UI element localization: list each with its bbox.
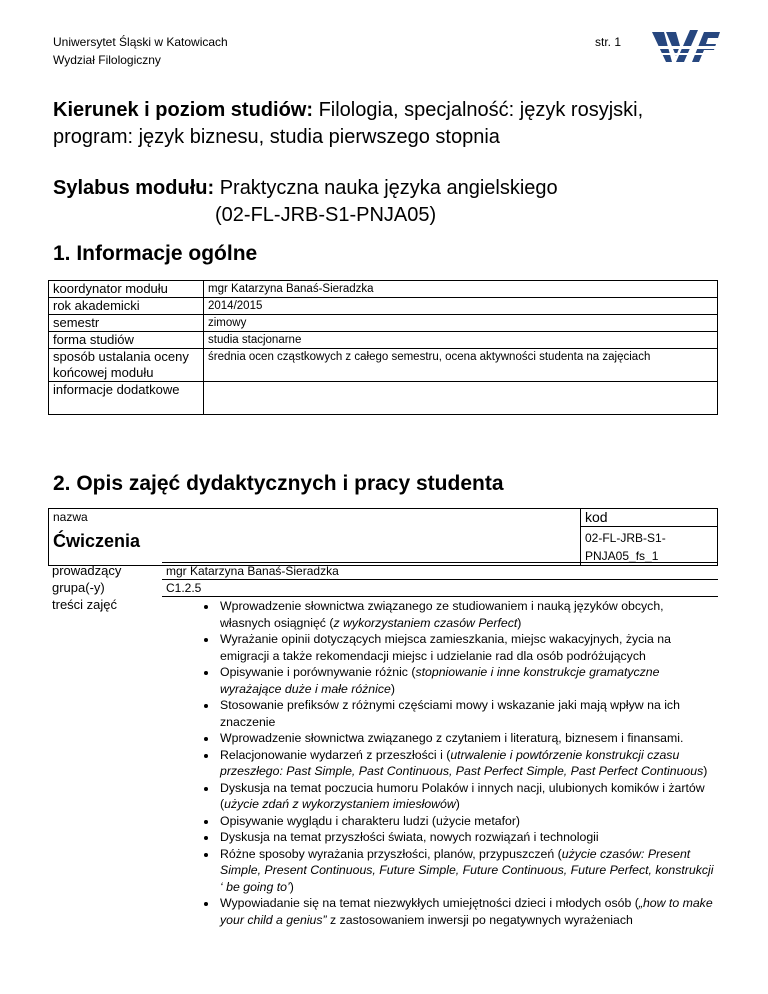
group-value-cell	[162, 580, 718, 597]
study-direction-label: Kierunek i poziom studiów:	[53, 99, 314, 121]
study-direction-text: Filologia, specjalność: język rosyjski, program: język biznesu, studia pierwszego stopnia	[53, 99, 644, 148]
topic-text: Dyskusja na temat poczucia humoru Polaków i innych nacji, ulubionych komików i żartów (	[220, 780, 705, 811]
topic-italic-text: stopniowanie i inne konstrukcje gramatyczne wyrażające duże i małe różnice	[220, 665, 660, 696]
info-value: zimowy	[204, 315, 718, 332]
class-code-label: kod	[585, 509, 608, 525]
syllabus-module-name: Praktyczna nauka języka angielskiego	[219, 177, 558, 199]
info-value: 2014/2015	[204, 298, 718, 315]
topic-trailing-text: z zastosowaniem inwersji po negatywnych wyrażeniach	[326, 912, 633, 927]
topic-text: Różne sposoby wyrażania przyszłości, planów, przypuszczeń (	[220, 846, 562, 861]
topic-item	[218, 780, 714, 813]
info-label: forma studiów	[49, 332, 204, 349]
university-name: Uniwersytet Śląski w Katowicach	[53, 35, 228, 49]
topic-item	[218, 813, 714, 830]
info-row	[49, 332, 718, 349]
section-1-title: 1. Informacje ogólne	[53, 242, 258, 265]
class-code-cell	[581, 527, 718, 566]
topic-item	[218, 631, 714, 664]
class-details-table	[48, 562, 718, 928]
info-label: rok akademicki	[49, 298, 204, 315]
lecturer-label-cell	[48, 563, 162, 580]
info-value: mgr Katarzyna Banaś-Sieradzka	[204, 281, 718, 298]
topic-italic-text: użycie czasów: Present Simple, Present Continuous, Future Simple, Future Continuous, Future Perfect, konstrukcji ‘ be going to’	[220, 846, 714, 894]
faculty-name: Wydział Filologiczny	[53, 53, 161, 67]
lecturer-value: mgr Katarzyna Banaś-Sieradzka	[166, 564, 339, 578]
university-logo-icon	[646, 22, 722, 72]
content-label-cell	[48, 597, 162, 929]
info-label: semestr	[49, 315, 204, 332]
topic-trailing-text: )	[703, 764, 708, 778]
info-label: sposób ustalania oceny końcowej modułu	[49, 349, 204, 382]
topic-item	[218, 747, 714, 780]
topic-text: Wyrażanie opinii dotyczących miejsca zamieszkania, miejsc wakacyjnych, życia na emigracji a także rekomendacji miejsc i udzielanie rad dla osób podróżujących	[220, 632, 671, 663]
topic-italic-text: „how to make your child a genius”	[220, 896, 713, 927]
info-row	[49, 349, 718, 382]
page-number: str. 1	[595, 35, 622, 49]
lecturer-label: prowadzący	[52, 562, 122, 578]
class-name-label-cell	[49, 509, 581, 527]
topic-text: Opisywanie wyglądu i charakteru ludzi (użycie metafor)	[220, 813, 521, 828]
lecturer-value-cell	[162, 563, 718, 580]
group-label: grupa(-y)	[52, 579, 105, 595]
topic-italic-text: z wykorzystaniem czasów Perfect	[333, 615, 518, 630]
topic-trailing-text: )	[455, 797, 460, 811]
section-2-title: 2. Opis zajęć dydaktycznych i pracy studenta	[53, 472, 504, 495]
topic-trailing-text: )	[517, 615, 522, 630]
topic-text: Wprowadzenie słownictwa związanego z czytaniem i literaturą, biznesem i finansami.	[220, 731, 684, 745]
class-name-label: nazwa	[53, 510, 88, 524]
topic-text: Wypowiadanie się na temat niezwykłych umiejętności dzieci i młodych osób (	[220, 896, 639, 910]
info-label: koordynator modułu	[49, 281, 204, 298]
topic-text: Stosowanie prefiksów z różnymi częściami mowy i wskazanie jaki mają wpływ na ich znaczenie	[220, 698, 680, 729]
syllabus-heading	[53, 175, 713, 229]
study-direction	[53, 97, 713, 151]
info-row	[49, 315, 718, 332]
class-code-value: 02-FL-JRB-S1-PNJA05_fs_1	[585, 531, 666, 563]
class-header-table	[48, 508, 718, 566]
content-label: treści zajęć	[52, 596, 118, 612]
class-code-label-cell	[581, 509, 718, 527]
topic-item	[218, 664, 714, 697]
info-row	[49, 281, 718, 298]
topic-italic-text: użycie zdań z wykorzystaniem imiesłowów	[224, 797, 456, 811]
class-name-cell	[49, 527, 581, 566]
info-value: średnia ocen cząstkowych z całego semestru, ocena aktywności studenta na zajęciach	[204, 349, 718, 382]
class-name-value: Ćwiczenia	[53, 530, 141, 551]
topic-item	[218, 697, 714, 730]
info-label: informacje dodatkowe	[49, 382, 204, 415]
info-row	[49, 382, 718, 415]
group-value: C1.2.5	[166, 581, 202, 595]
topic-text: Dyskusja na temat przyszłości świata, nowych rozwiązań i technologii	[220, 830, 599, 844]
syllabus-module-code: (02-FL-JRB-S1-PNJA05)	[215, 204, 437, 226]
topic-item	[218, 829, 714, 846]
topic-item	[218, 846, 714, 896]
topic-text: Wprowadzenie słownictwa związanego ze studiowaniem i nauką języków obcych, własnych osiągnięć (	[220, 599, 664, 630]
topic-italic-text: utrwalenie i powtórzenie konstrukcji czasu przeszłego: Past Simple, Past Continuous, Past Perfect Simple, Past Perfect Continuous	[220, 747, 704, 778]
topic-trailing-text: )	[289, 879, 294, 894]
topic-item	[218, 598, 714, 631]
info-row	[49, 298, 718, 315]
topic-item	[218, 730, 714, 747]
topic-trailing-text: )	[390, 681, 395, 696]
topic-text: Relacjonowanie wydarzeń z przeszłości i (	[220, 747, 451, 762]
topic-text: Opisywanie i porównywanie różnic (	[220, 665, 416, 679]
content-value-cell	[162, 597, 718, 929]
syllabus-label: Sylabus modułu:	[53, 177, 215, 199]
page-header	[53, 33, 228, 69]
general-info-table	[48, 280, 718, 415]
info-value: studia stacjonarne	[204, 332, 718, 349]
group-label-cell	[48, 580, 162, 597]
topic-item	[218, 895, 714, 928]
topics-list	[166, 598, 714, 928]
info-value	[204, 382, 718, 415]
